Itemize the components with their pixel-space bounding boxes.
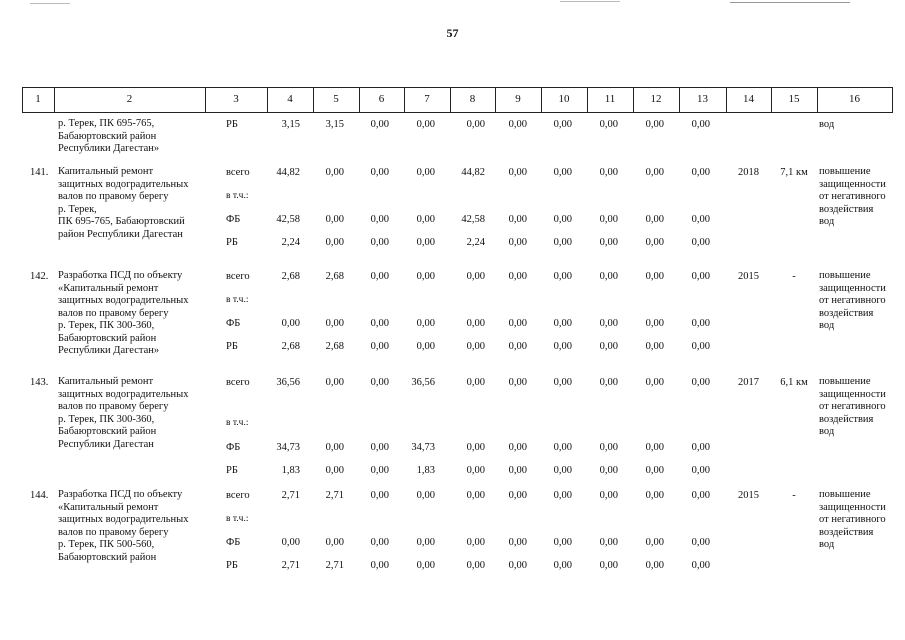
amount-cell: 0,00 bbox=[508, 465, 527, 476]
amount-cell: 0,00 bbox=[370, 167, 389, 178]
amount-cell: 2,71 bbox=[325, 560, 344, 571]
amount-cell: 0,00 bbox=[691, 237, 710, 248]
amount-cell: 0,00 bbox=[325, 237, 344, 248]
amount-cell: 0,00 bbox=[416, 318, 435, 329]
amount-cell: 0,00 bbox=[691, 271, 710, 282]
column-header: 2 bbox=[126, 93, 133, 105]
amount-cell: 0,00 bbox=[466, 442, 485, 453]
funding-source-label: в т.ч.: bbox=[226, 418, 249, 428]
amount-cell: 0,00 bbox=[416, 271, 435, 282]
amount-cell: 0,00 bbox=[508, 377, 527, 388]
column-header: 14 bbox=[743, 93, 754, 105]
amount-cell: 0,00 bbox=[370, 490, 389, 501]
amount-cell: 34,73 bbox=[411, 442, 435, 453]
completion-year: 2018 bbox=[738, 167, 759, 178]
column-header: 7 bbox=[424, 93, 430, 105]
amount-cell: 0,00 bbox=[553, 119, 572, 130]
amount-cell: 0,00 bbox=[599, 465, 618, 476]
amount-cell: 0,00 bbox=[599, 442, 618, 453]
funding-source-label: РБ bbox=[226, 237, 238, 248]
amount-cell: 0,00 bbox=[508, 318, 527, 329]
amount-cell: 0,00 bbox=[691, 377, 710, 388]
amount-cell: 0,00 bbox=[645, 490, 664, 501]
amount-cell: 0,00 bbox=[691, 318, 710, 329]
amount-cell: 0,00 bbox=[370, 341, 389, 352]
object-name: Разработка ПСД по объекту «Капитальный ремонт защитных водоградительных валов по правому берегу р. Терек, ПК 300-360, Бабаюртовский район Республики Дагестан» bbox=[58, 270, 189, 356]
object-name: Разработка ПСД по объекту «Капитальный ремонт защитных водоградительных валов по правому берегу р. Терек, ПК 500-560, Бабаюртовский район bbox=[58, 489, 189, 563]
amount-cell: 3,15 bbox=[325, 119, 344, 130]
amount-cell: 0,00 bbox=[645, 167, 664, 178]
amount-cell: 0,00 bbox=[645, 318, 664, 329]
amount-cell: 0,00 bbox=[416, 214, 435, 225]
amount-cell: 0,00 bbox=[645, 465, 664, 476]
expected-result: повышение защищенности от негативного воздействия вод bbox=[819, 489, 886, 550]
amount-cell: 2,68 bbox=[325, 341, 344, 352]
object-name: Капитальный ремонт защитных водоградительных валов по правому берегу р. Терек, ПК 695-765, Бабаюртовский район Республики Дагестан bbox=[58, 166, 189, 240]
funding-source-label: в т.ч.: bbox=[226, 295, 249, 305]
completion-year: 2017 bbox=[738, 377, 759, 388]
column-header: 5 bbox=[333, 93, 339, 105]
amount-cell: 0,00 bbox=[370, 271, 389, 282]
amount-cell: 2,68 bbox=[325, 271, 344, 282]
scan-mark bbox=[730, 2, 850, 3]
scan-mark bbox=[560, 1, 620, 2]
object-length: - bbox=[792, 271, 796, 282]
amount-cell: 0,00 bbox=[508, 214, 527, 225]
object-length: 6,1 км bbox=[780, 377, 808, 388]
funding-source-label: РБ bbox=[226, 119, 238, 130]
funding-source-label: РБ bbox=[226, 560, 238, 571]
column-header: 16 bbox=[849, 93, 860, 105]
amount-cell: 0,00 bbox=[416, 167, 435, 178]
amount-cell: 0,00 bbox=[466, 119, 485, 130]
amount-cell: 0,00 bbox=[553, 490, 572, 501]
amount-cell: 0,00 bbox=[325, 318, 344, 329]
amount-cell: 0,00 bbox=[416, 119, 435, 130]
amount-cell: 0,00 bbox=[466, 341, 485, 352]
amount-cell: 0,00 bbox=[553, 214, 572, 225]
amount-cell: 0,00 bbox=[645, 442, 664, 453]
amount-cell: 0,00 bbox=[553, 341, 572, 352]
amount-cell: 1,83 bbox=[416, 465, 435, 476]
header-top-rule bbox=[22, 87, 892, 88]
column-header: 4 bbox=[287, 93, 293, 105]
amount-cell: 0,00 bbox=[370, 560, 389, 571]
amount-cell: 0,00 bbox=[466, 465, 485, 476]
amount-cell: 0,00 bbox=[645, 537, 664, 548]
amount-cell: 0,00 bbox=[416, 560, 435, 571]
amount-cell: 0,00 bbox=[325, 214, 344, 225]
completion-year: 2015 bbox=[738, 490, 759, 501]
amount-cell: 44,82 bbox=[276, 167, 300, 178]
funding-source-label: в т.ч.: bbox=[226, 191, 249, 201]
amount-cell: 0,00 bbox=[599, 214, 618, 225]
amount-cell: 0,00 bbox=[691, 560, 710, 571]
amount-cell: 2,71 bbox=[325, 490, 344, 501]
amount-cell: 0,00 bbox=[370, 237, 389, 248]
amount-cell: 0,00 bbox=[691, 537, 710, 548]
funding-source-label: всего bbox=[226, 167, 250, 178]
amount-cell: 36,56 bbox=[411, 377, 435, 388]
expected-result: повышение защищенности от негативного воздействия вод bbox=[819, 166, 886, 227]
amount-cell: 0,00 bbox=[645, 341, 664, 352]
amount-cell: 0,00 bbox=[599, 560, 618, 571]
amount-cell: 0,00 bbox=[691, 119, 710, 130]
amount-cell: 2,24 bbox=[466, 237, 485, 248]
object-name: Капитальный ремонт защитных водоградительных валов по правому берегу р. Терек, ПК 300-360, Бабаюртовский район Республики Дагестан bbox=[58, 376, 189, 450]
amount-cell: 42,58 bbox=[276, 214, 300, 225]
amount-cell: 0,00 bbox=[645, 377, 664, 388]
amount-cell: 0,00 bbox=[466, 490, 485, 501]
amount-cell: 0,00 bbox=[370, 442, 389, 453]
expected-result: повышение защищенности от негативного воздействия вод bbox=[819, 270, 886, 331]
row-number: 144. bbox=[30, 490, 49, 501]
amount-cell: 0,00 bbox=[553, 442, 572, 453]
amount-cell: 0,00 bbox=[508, 167, 527, 178]
funding-source-label: ФБ bbox=[226, 214, 241, 225]
amount-cell: 0,00 bbox=[370, 537, 389, 548]
amount-cell: 0,00 bbox=[599, 167, 618, 178]
funding-source-label: ФБ bbox=[226, 318, 241, 329]
funding-source-label: РБ bbox=[226, 465, 238, 476]
amount-cell: 0,00 bbox=[508, 341, 527, 352]
amount-cell: 0,00 bbox=[325, 442, 344, 453]
amount-cell: 0,00 bbox=[508, 490, 527, 501]
amount-cell: 0,00 bbox=[325, 537, 344, 548]
amount-cell: 34,73 bbox=[276, 442, 300, 453]
amount-cell: 0,00 bbox=[508, 119, 527, 130]
amount-cell: 0,00 bbox=[599, 377, 618, 388]
amount-cell: 0,00 bbox=[370, 377, 389, 388]
column-header: 10 bbox=[558, 93, 570, 105]
amount-cell: 0,00 bbox=[553, 271, 572, 282]
funding-source-label: в т.ч.: bbox=[226, 514, 249, 524]
amount-cell: 0,00 bbox=[691, 442, 710, 453]
funding-source-label: ФБ bbox=[226, 537, 241, 548]
amount-cell: 0,00 bbox=[599, 537, 618, 548]
amount-cell: 0,00 bbox=[599, 341, 618, 352]
amount-cell: 2,68 bbox=[281, 341, 300, 352]
header-column-divider bbox=[892, 87, 893, 113]
row-number: 141. bbox=[30, 167, 49, 178]
header-bottom-rule bbox=[22, 112, 892, 113]
amount-cell: 0,00 bbox=[599, 271, 618, 282]
column-header: 11 bbox=[604, 93, 616, 105]
amount-cell: 2,68 bbox=[281, 271, 300, 282]
object-name: р. Терек, ПК 695-765, Бабаюртовский район Республики Дагестан» bbox=[58, 118, 160, 154]
funding-source-label: ФБ bbox=[226, 442, 241, 453]
amount-cell: 0,00 bbox=[281, 318, 300, 329]
amount-cell: 0,00 bbox=[416, 490, 435, 501]
amount-cell: 42,58 bbox=[461, 214, 485, 225]
amount-cell: 0,00 bbox=[370, 214, 389, 225]
amount-cell: 0,00 bbox=[599, 318, 618, 329]
amount-cell: 0,00 bbox=[416, 537, 435, 548]
funding-source-label: РБ bbox=[226, 341, 238, 352]
expected-result: повышение защищенности от негативного воздействия вод bbox=[819, 376, 886, 437]
amount-cell: 0,00 bbox=[508, 537, 527, 548]
amount-cell: 0,00 bbox=[466, 537, 485, 548]
column-header: 15 bbox=[788, 93, 800, 105]
amount-cell: 0,00 bbox=[645, 237, 664, 248]
amount-cell: 0,00 bbox=[553, 560, 572, 571]
amount-cell: 2,71 bbox=[281, 490, 300, 501]
amount-cell: 0,00 bbox=[599, 119, 618, 130]
column-header: 12 bbox=[650, 93, 662, 105]
amount-cell: 0,00 bbox=[645, 271, 664, 282]
amount-cell: 36,56 bbox=[276, 377, 300, 388]
row-number: 142. bbox=[30, 271, 49, 282]
amount-cell: 0,00 bbox=[508, 560, 527, 571]
completion-year: 2015 bbox=[738, 271, 759, 282]
object-length: 7,1 км bbox=[780, 167, 808, 178]
object-length: - bbox=[792, 490, 796, 501]
row-number: 143. bbox=[30, 377, 49, 388]
amount-cell: 0,00 bbox=[645, 119, 664, 130]
expected-result: вод bbox=[819, 119, 835, 130]
amount-cell: 0,00 bbox=[691, 490, 710, 501]
amount-cell: 0,00 bbox=[599, 237, 618, 248]
amount-cell: 0,00 bbox=[416, 341, 435, 352]
amount-cell: 0,00 bbox=[553, 167, 572, 178]
amount-cell: 0,00 bbox=[325, 377, 344, 388]
amount-cell: 3,15 bbox=[281, 119, 300, 130]
amount-cell: 1,83 bbox=[281, 465, 300, 476]
amount-cell: 0,00 bbox=[466, 560, 485, 571]
column-header: 1 bbox=[35, 93, 41, 105]
amount-cell: 0,00 bbox=[281, 537, 300, 548]
page-number: 57 bbox=[446, 26, 459, 40]
amount-cell: 0,00 bbox=[691, 341, 710, 352]
amount-cell: 0,00 bbox=[553, 537, 572, 548]
column-header: 9 bbox=[515, 93, 521, 105]
funding-source-label: всего bbox=[226, 377, 250, 388]
amount-cell: 0,00 bbox=[466, 377, 485, 388]
scan-mark bbox=[30, 3, 70, 4]
amount-cell: 0,00 bbox=[553, 465, 572, 476]
amount-cell: 0,00 bbox=[466, 271, 485, 282]
funding-source-label: всего bbox=[226, 271, 250, 282]
column-header: 6 bbox=[378, 93, 385, 105]
amount-cell: 44,82 bbox=[461, 167, 485, 178]
amount-cell: 2,24 bbox=[281, 237, 300, 248]
amount-cell: 0,00 bbox=[645, 560, 664, 571]
amount-cell: 0,00 bbox=[691, 214, 710, 225]
amount-cell: 0,00 bbox=[370, 318, 389, 329]
amount-cell: 0,00 bbox=[508, 442, 527, 453]
column-header: 13 bbox=[697, 93, 708, 105]
amount-cell: 0,00 bbox=[645, 214, 664, 225]
column-header: 8 bbox=[469, 93, 476, 105]
amount-cell: 0,00 bbox=[370, 119, 389, 130]
amount-cell: 0,00 bbox=[416, 237, 435, 248]
amount-cell: 0,00 bbox=[553, 318, 572, 329]
amount-cell: 0,00 bbox=[553, 237, 572, 248]
amount-cell: 0,00 bbox=[691, 465, 710, 476]
amount-cell: 0,00 bbox=[325, 167, 344, 178]
funding-source-label: всего bbox=[226, 490, 250, 501]
amount-cell: 0,00 bbox=[553, 377, 572, 388]
amount-cell: 0,00 bbox=[370, 465, 389, 476]
amount-cell: 0,00 bbox=[508, 271, 527, 282]
amount-cell: 0,00 bbox=[466, 318, 485, 329]
amount-cell: 0,00 bbox=[691, 167, 710, 178]
amount-cell: 0,00 bbox=[599, 490, 618, 501]
amount-cell: 0,00 bbox=[325, 465, 344, 476]
amount-cell: 0,00 bbox=[508, 237, 527, 248]
amount-cell: 2,71 bbox=[281, 560, 300, 571]
column-header: 3 bbox=[233, 93, 239, 105]
